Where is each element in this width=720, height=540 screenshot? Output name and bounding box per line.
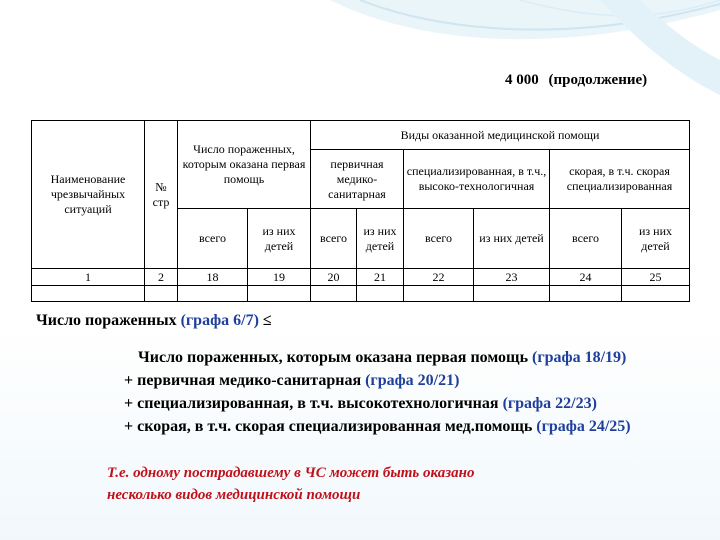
header-first-aid: Число пораженных, которым оказана первая помощь: [178, 121, 311, 209]
column-number: 18: [178, 269, 248, 286]
formula-line-specialized: [124, 392, 631, 415]
formula-text: + специализированная, в т.ч. высокотехнологичная: [124, 395, 499, 412]
less-or-equal-sign: ≤: [262, 312, 272, 329]
sub-total: всего: [178, 209, 248, 269]
sub-children: из них детей: [474, 209, 550, 269]
decorative-swoosh: [0, 0, 720, 110]
header-care-types: Виды оказанной медицинской помощи: [311, 121, 690, 150]
header-primary-care: первичная медико-санитарная: [311, 150, 404, 209]
form-table: [31, 120, 690, 302]
header-specialized-care: специализированная, в т.ч., высоко-технологичная: [404, 150, 550, 209]
column-number: 1: [32, 269, 145, 286]
column-number: 23: [474, 269, 550, 286]
column-number: 19: [248, 269, 311, 286]
empty-cell: [404, 286, 474, 302]
sum-formula: [124, 346, 631, 438]
column-number: 25: [622, 269, 690, 286]
formula-column-ref: (графа 18/19): [532, 349, 627, 366]
formula-line-primary: [124, 369, 631, 392]
formula-text: + скорая, в т.ч. скорая специализированная мед.помощь: [124, 418, 533, 435]
affected-label: Число пораженных: [36, 312, 177, 329]
form-code-title: [505, 72, 647, 89]
column-number: 20: [311, 269, 357, 286]
formula-text: + первичная медико-санитарная: [124, 372, 362, 389]
continuation-label: (продолжение): [548, 72, 648, 88]
formula-line-first-aid: [124, 346, 631, 369]
empty-cell: [145, 286, 178, 302]
empty-cell: [32, 286, 145, 302]
empty-cell: [622, 286, 690, 302]
form-code: 4 000: [505, 72, 539, 88]
affected-count-inequality: [36, 312, 272, 330]
formula-line-emergency: [124, 415, 631, 438]
column-number-row: [32, 269, 690, 286]
sub-total: всего: [311, 209, 357, 269]
remark-line: несколько видов медицинской помощи: [107, 487, 361, 503]
formula-column-ref: (графа 20/21): [365, 372, 460, 389]
sub-total: всего: [404, 209, 474, 269]
sub-children: из них детей: [357, 209, 404, 269]
header-emergency-name: Наименование чрезвычайных ситуаций: [32, 121, 145, 269]
empty-data-row: [32, 286, 690, 302]
sub-total: всего: [550, 209, 622, 269]
column-number: 22: [404, 269, 474, 286]
explanatory-remark: [107, 462, 474, 506]
affected-column-ref: (графа 6/7): [180, 312, 259, 329]
formula-column-ref: (графа 22/23): [502, 395, 597, 412]
remark-line: Т.е. одному пострадавшему в ЧС может быть оказано: [107, 465, 475, 481]
empty-cell: [311, 286, 357, 302]
column-number: 21: [357, 269, 404, 286]
empty-cell: [248, 286, 311, 302]
empty-cell: [178, 286, 248, 302]
empty-cell: [550, 286, 622, 302]
empty-cell: [357, 286, 404, 302]
column-number: 24: [550, 269, 622, 286]
sub-children: из них детей: [622, 209, 690, 269]
sub-children: из них детей: [248, 209, 311, 269]
empty-cell: [474, 286, 550, 302]
header-row-number: № стр: [145, 121, 178, 269]
column-number: 2: [145, 269, 178, 286]
formula-text: Число пораженных, которым оказана первая помощь: [138, 349, 529, 366]
header-emergency-care: скорая, в т.ч. скорая специализированная: [550, 150, 690, 209]
formula-column-ref: (графа 24/25): [536, 418, 631, 435]
